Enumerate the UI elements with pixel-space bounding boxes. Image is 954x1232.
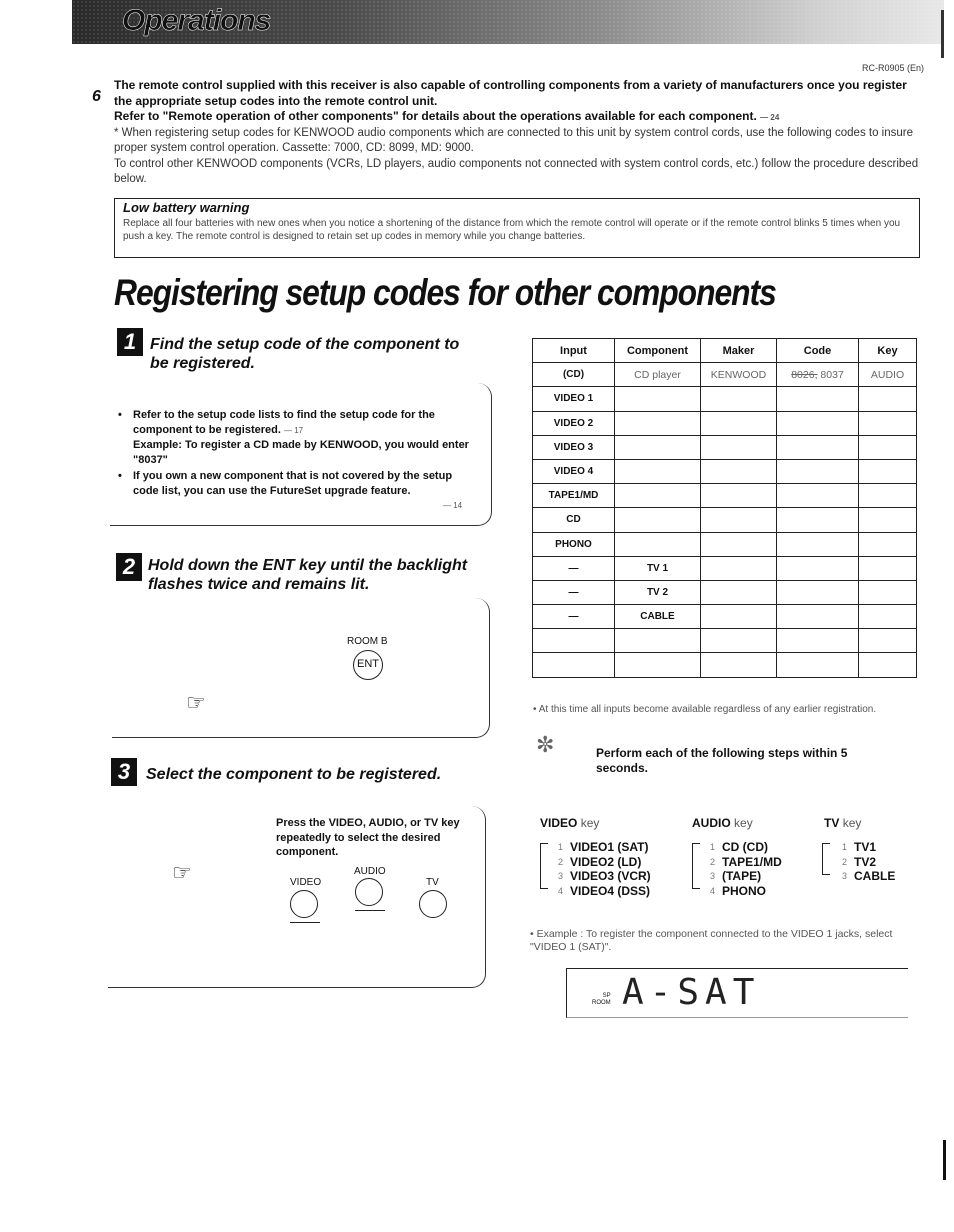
cell-component <box>615 435 701 459</box>
cell-key <box>859 653 917 677</box>
cycle-index: 3 <box>558 871 564 881</box>
cell-code <box>777 556 859 580</box>
cell-maker <box>701 580 777 604</box>
cell-component <box>615 508 701 532</box>
key-item-label: PHONO <box>722 883 767 898</box>
col-input: Input <box>533 339 615 363</box>
edge-mark-bottom <box>943 1140 946 1180</box>
model-number: RC-R0905 (En) <box>861 63 924 73</box>
cell-maker <box>701 387 777 411</box>
table-row <box>533 508 917 532</box>
room-b-label: ROOM B <box>347 636 388 647</box>
table-row <box>533 459 917 483</box>
cycle-index: 4 <box>558 885 564 896</box>
tv-items <box>824 840 895 884</box>
step-1-list <box>118 408 478 516</box>
key-item-label: TV2 <box>854 854 877 869</box>
table-row-example <box>533 363 917 387</box>
cell-maker <box>701 605 777 629</box>
cell-key <box>859 532 917 556</box>
cell-component: CD player <box>615 363 701 387</box>
key-item-label: VIDEO2 (LD) <box>570 854 642 869</box>
cell-component <box>615 387 701 411</box>
list-item <box>118 469 478 514</box>
step-2-panel <box>112 598 490 738</box>
cycle-index: 2 <box>558 856 564 867</box>
cell-key: AUDIO <box>859 363 917 387</box>
list-item <box>540 855 651 870</box>
cell-key <box>859 508 917 532</box>
audio-button-underline <box>355 910 385 911</box>
bullet-example: Example: To register a CD made by KENWOOD, you would enter "8037" <box>133 439 469 466</box>
cell-maker <box>701 484 777 508</box>
cell-code <box>777 363 859 387</box>
cell-input: PHONO <box>533 532 615 556</box>
cell-maker <box>701 508 777 532</box>
table-row <box>533 653 917 677</box>
table-row <box>533 435 917 459</box>
tv-button[interactable] <box>419 890 447 918</box>
table-row <box>533 629 917 653</box>
cell-component <box>615 459 701 483</box>
display-indicators <box>592 993 611 1007</box>
intro-line-2 <box>114 109 924 126</box>
cell-input: VIDEO 1 <box>533 387 615 411</box>
cell-key <box>859 629 917 653</box>
col-code: Code <box>777 339 859 363</box>
cell-key <box>859 484 917 508</box>
timer-sparkle-icon: ✼ <box>536 732 555 757</box>
key-item-label: VIDEO4 (DSS) <box>570 883 651 898</box>
table-row <box>533 387 917 411</box>
step-2-title: Hold down the ENT key until the backlight flashes twice and remains lit. <box>148 557 468 593</box>
cell-input: TAPE1/MD <box>533 484 615 508</box>
col-component: Component <box>615 339 701 363</box>
bullet-text: Refer to the setup code lists to find the setup code for the component to be registered. <box>133 409 435 436</box>
low-battery-title: Low battery warning <box>123 200 250 215</box>
cell-code <box>777 653 859 677</box>
list-item <box>118 408 478 467</box>
ent-button[interactable]: ENT <box>353 650 383 680</box>
main-title: Registering setup codes for other components <box>114 272 776 313</box>
cell-maker <box>701 459 777 483</box>
cell-code <box>777 411 859 435</box>
bullet-text: If you own a new component that is not covered by the setup code list, you can use the FutureSet upgrade feature. <box>133 470 453 497</box>
cell-code <box>777 435 859 459</box>
cell-code <box>777 532 859 556</box>
edge-mark-top <box>941 10 944 58</box>
cell-maker <box>701 629 777 653</box>
table-row <box>533 556 917 580</box>
sp-indicator: SP <box>602 993 611 999</box>
intro-line-1: The remote control supplied with this receiver is also capable of controlling components from a variety of manufacturers once you register the appropriate setup codes into the remote control unit. <box>114 78 907 108</box>
cycle-index: 3 <box>842 871 848 881</box>
step-3-title: Select the component to be registered. <box>146 766 442 783</box>
list-item <box>540 840 651 855</box>
page-ref: — 17 <box>283 425 304 435</box>
intro-note-1: * When registering setup codes for KENWOOD audio components which are connected to this unit by system control cords, use the following codes to insure proper system control operation. Cassette: 7000, CD: 8099, MD: 9000. <box>114 126 914 154</box>
audio-button[interactable] <box>355 878 383 906</box>
video-button-label: VIDEO <box>290 877 322 888</box>
example-note: • Example : To register the component connected to the VIDEO 1 jacks, select "VIDEO 1 (SAT)". <box>530 928 893 953</box>
cell-input <box>533 653 615 677</box>
key-item-label: TV1 <box>854 840 877 854</box>
list-item <box>692 869 782 884</box>
table-row <box>533 580 917 604</box>
list-item <box>540 884 651 899</box>
audio-items <box>692 840 782 898</box>
cell-code <box>777 605 859 629</box>
cell-maker <box>701 411 777 435</box>
table-row <box>533 484 917 508</box>
table-row <box>533 411 917 435</box>
cell-input: VIDEO 3 <box>533 435 615 459</box>
low-battery-box <box>114 198 920 258</box>
key-item-label: VIDEO3 (VCR) <box>570 869 651 883</box>
cell-component <box>615 653 701 677</box>
cell-input: — <box>533 556 615 580</box>
room-indicator: ROOM <box>592 1000 611 1006</box>
cell-key <box>859 411 917 435</box>
cell-maker <box>701 435 777 459</box>
cell-key <box>859 435 917 459</box>
step-1-number: 1 <box>117 328 143 356</box>
setup-code-table <box>532 338 917 678</box>
cell-maker <box>701 556 777 580</box>
cell-input: VIDEO 2 <box>533 411 615 435</box>
cell-key <box>859 605 917 629</box>
tv-button-label: TV <box>426 877 439 888</box>
section-title: Operations <box>122 4 271 37</box>
audio-key-heading <box>692 816 782 830</box>
cell-maker: KENWOOD <box>701 363 777 387</box>
col-maker: Maker <box>701 339 777 363</box>
cell-component <box>615 532 701 556</box>
list-item <box>692 884 782 899</box>
page-ref: — 14 <box>443 501 463 510</box>
cell-input <box>533 629 615 653</box>
cell-code <box>777 387 859 411</box>
low-battery-text: Replace all four batteries with new ones when you notice a shortening of the distance from which the remote control will operate or if the remote control blinks 5 times when you push a key. The remote control is designed to retain set up codes in memory while you change batteries. <box>123 218 901 242</box>
video-button[interactable] <box>290 890 318 918</box>
key-item-label: CABLE <box>854 869 896 883</box>
audio-button-label: AUDIO <box>354 866 386 877</box>
intro-note-2: To control other KENWOOD components (VCRs, LD players, audio components not connected with system control cords, etc.) follow the procedure described below. <box>114 157 919 185</box>
cell-code <box>777 508 859 532</box>
cycle-index: 1 <box>710 842 716 852</box>
step-1-title: Find the setup code of the component to be registered. <box>150 336 460 372</box>
cycle-bracket <box>692 843 700 889</box>
cell-maker <box>701 532 777 556</box>
cell-code <box>777 459 859 483</box>
page-number: 6 <box>92 88 101 105</box>
key-item-label: CD (CD) <box>722 840 768 854</box>
col-key: Key <box>859 339 917 363</box>
code-struck: 8026, <box>791 368 818 381</box>
cell-code <box>777 484 859 508</box>
cycle-index: 1 <box>558 842 564 852</box>
cell-key <box>859 556 917 580</box>
list-item <box>692 840 782 855</box>
audio-key-list <box>692 816 782 898</box>
cell-key <box>859 459 917 483</box>
cell-input: — <box>533 605 615 629</box>
key-title: VIDEO <box>540 816 578 830</box>
cell-component <box>615 411 701 435</box>
cell-input: — <box>533 580 615 604</box>
page-ref: — 24 <box>760 113 780 122</box>
list-item <box>824 869 895 884</box>
cell-input: VIDEO 4 <box>533 459 615 483</box>
list-item <box>824 855 895 870</box>
inputs-note: • At this time all inputs become available regardless of any earlier registration. <box>533 704 877 715</box>
step-2-number: 2 <box>116 553 142 581</box>
cycle-bracket <box>822 843 830 875</box>
table-header-row <box>533 339 917 363</box>
cycle-index: 4 <box>710 885 716 896</box>
perform-note: Perform each of the following steps within 5 seconds. <box>596 746 848 775</box>
video-key-heading <box>540 816 651 830</box>
cycle-bracket <box>540 843 548 889</box>
cycle-index: 2 <box>710 856 716 867</box>
cell-component: TV 2 <box>615 580 701 604</box>
cell-key <box>859 580 917 604</box>
tv-key-heading <box>824 816 895 830</box>
key-title: AUDIO <box>692 816 731 830</box>
table-row <box>533 605 917 629</box>
step-3-text: Press the VIDEO, AUDIO, or TV key repeatedly to select the desired component. <box>276 817 460 858</box>
list-item <box>540 869 651 884</box>
step-3-number: 3 <box>111 758 137 786</box>
display-readout: A-SAT <box>622 972 761 1013</box>
cycle-index: 1 <box>842 842 848 852</box>
cycle-index: 3 <box>710 871 716 881</box>
key-item-label: VIDEO1 (SAT) <box>570 840 649 854</box>
key-item-label: TAPE1/MD <box>722 854 782 869</box>
video-button-underline <box>290 922 320 923</box>
pointing-hand-icon: ☞ <box>172 860 192 885</box>
cell-component: CABLE <box>615 605 701 629</box>
cell-component: TV 1 <box>615 556 701 580</box>
video-items <box>540 840 651 898</box>
tv-key-list <box>824 816 895 884</box>
intro-block <box>114 78 924 188</box>
intro-line-2-text: Refer to "Remote operation of other components" for details about the operations available for each component. <box>114 109 757 123</box>
key-suffix: key <box>580 816 600 830</box>
key-item-label: (TAPE) <box>722 869 762 883</box>
cell-code <box>777 629 859 653</box>
table-row <box>533 532 917 556</box>
cell-key <box>859 387 917 411</box>
pointing-hand-icon: ☞ <box>186 690 206 715</box>
video-key-list <box>540 816 651 898</box>
code-value: 8037 <box>820 368 844 381</box>
cell-component <box>615 484 701 508</box>
cell-code <box>777 580 859 604</box>
cell-component <box>615 629 701 653</box>
cell-input: CD <box>533 508 615 532</box>
key-title: TV <box>824 816 840 830</box>
list-item <box>824 840 895 855</box>
key-suffix: key <box>734 816 753 830</box>
cell-input: (CD) <box>533 363 615 387</box>
cycle-index: 2 <box>842 856 848 867</box>
list-item <box>692 855 782 870</box>
key-suffix: key <box>842 816 862 830</box>
cell-maker <box>701 653 777 677</box>
